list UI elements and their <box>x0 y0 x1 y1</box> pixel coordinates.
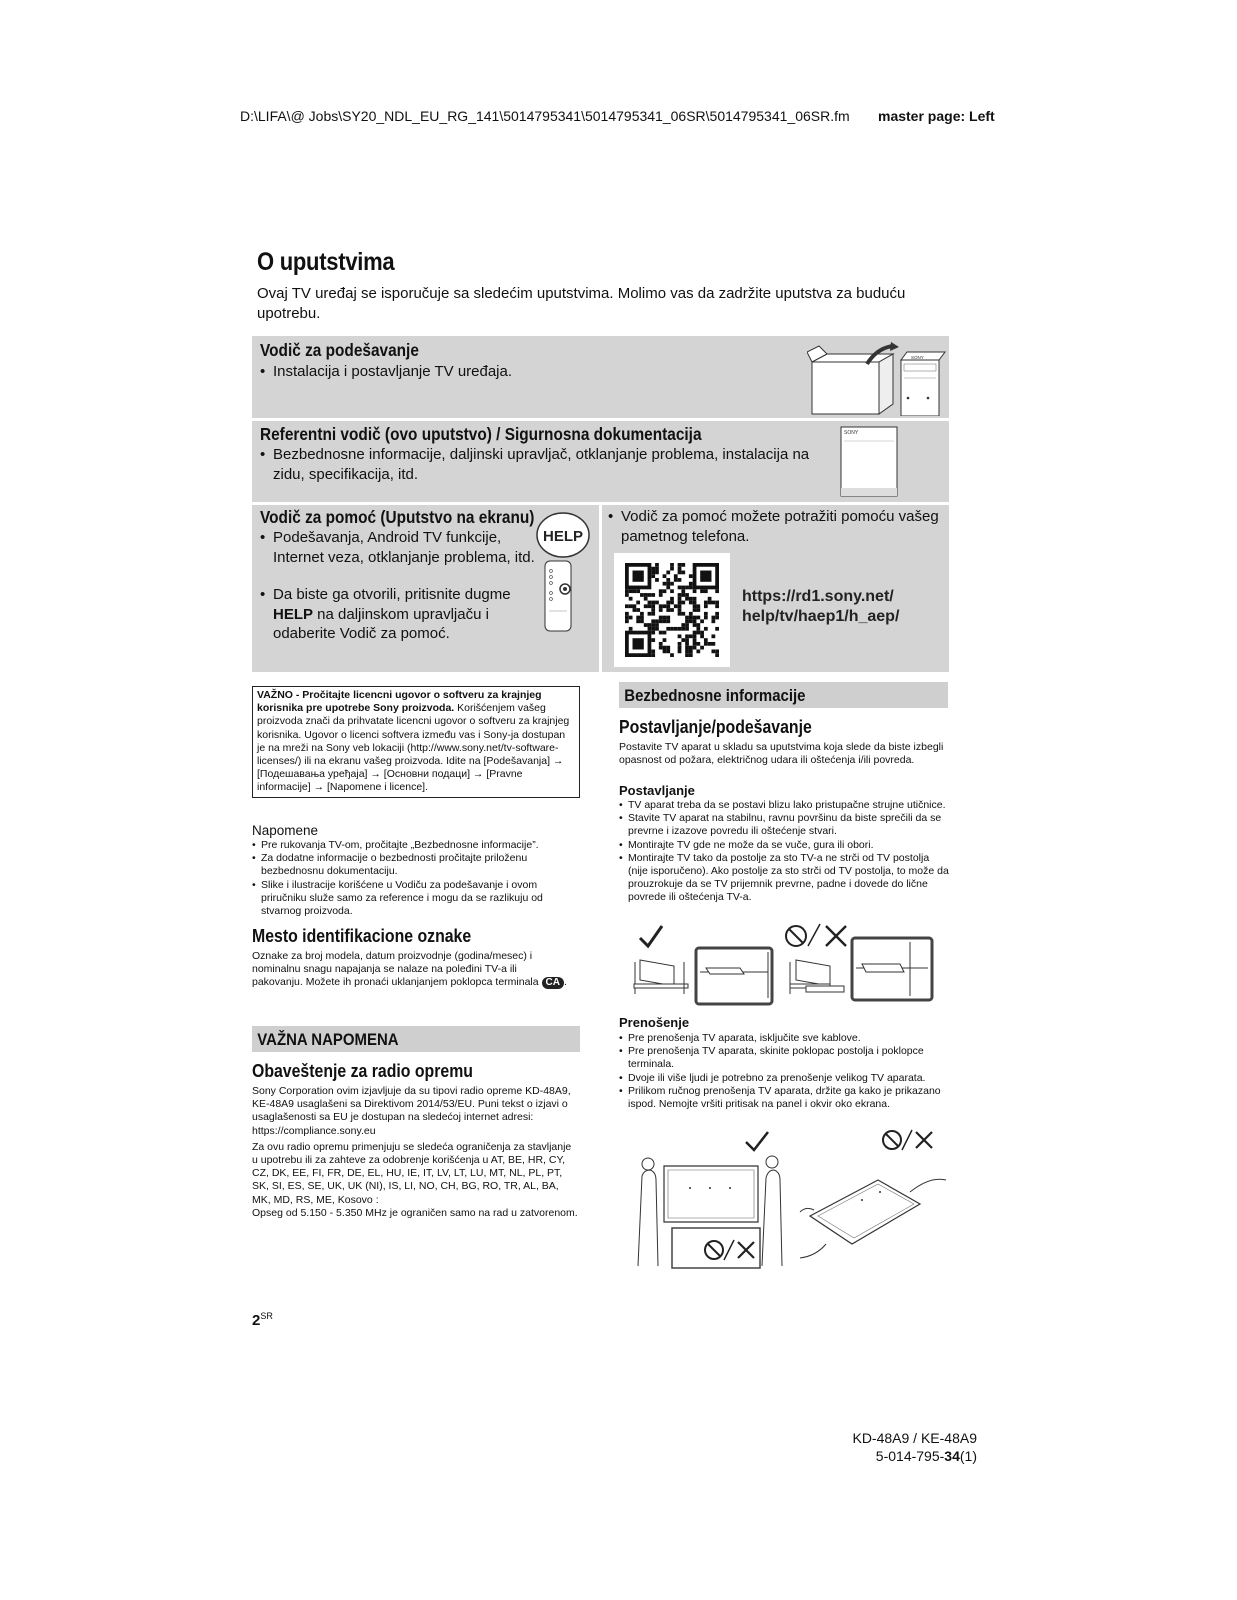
ca-badge: CA <box>542 977 564 989</box>
transport-item: • Pre prenošenja TV aparata, skinite poklopac postolja i poklopce terminala. <box>619 1045 924 1071</box>
transport-item: • Dvoje ili više ljudi je potrebno za prenošenje velikog TV aparata. <box>619 1071 926 1084</box>
setup-guide-heading: Vodič za podešavanje <box>260 340 419 360</box>
tv-box-illustration <box>807 342 947 416</box>
help-guide-panel <box>252 505 599 672</box>
tv-carrying-illustration <box>630 1126 950 1272</box>
notes-heading: Napomene <box>252 823 319 838</box>
reference-brand: SONY <box>844 430 859 436</box>
qr-code[interactable] <box>614 553 730 667</box>
radio-notice-text: Sony Corporation ovim izjavljuje da su tipovi radio opreme KD-48A9, KE-48A9 usaglašeni sa Direktivom 2014/53/EU. Puni tekst o izjavi o usaglašenosti sa EU je dostupan na sledećoj internet adresi: https://compliance.sony.eu Za ovu radio opremu primenjuju se sledeća ograničenja za stavljanje u upotrebu ili za zahteve za odobrenje korišćenja u AT, BE, HR, CY, CZ, DK, EE, FI, FR, DE, EL, HU, IE, IT, LV, LT, LU, MT, NL, PL, PT, SK, SI, ES, SE, UK, UK (NI), IS, LI, NO, CH, BG, RO, TR, AL, BA, MK, MD, RS, ME, Kosovo : Opseg od 5.150 - 5.350 MHz je ograničen samo na rad u zatvorenom. <box>252 1085 578 1219</box>
footer-model: KD-48A9 / KE-48A9 5-014-795-34(1) <box>852 1430 977 1464</box>
help-badge: HELP <box>542 528 584 545</box>
radio-notice-heading: Obaveštenje za radio opremu <box>252 1061 473 1081</box>
remote-help-illustration <box>535 511 591 635</box>
placement-heading: Postavljanje <box>619 783 695 798</box>
setup-section-heading: Postavljanje/podešavanje <box>619 717 812 737</box>
check-icon <box>640 926 662 946</box>
placement-item: • Stavite TV aparat na stabilnu, ravnu površinu da biste sprečili da se prevrne i izazove povredu ili oštećenje stvari. <box>619 812 942 838</box>
tv-stand-placement-illustration <box>630 922 940 1010</box>
placement-item: • Montirajte TV gde ne može da se vuče, gura ili obori. <box>619 838 874 851</box>
help-guide-heading: Vodič za pomoć (Uputstvo na ekranu) <box>260 507 535 527</box>
safety-info-bar: Bezbednosne informacije <box>619 682 948 708</box>
transport-item: • Prilikom ručnog prenošenja TV aparata, držite ga kako je prikazano ispod. Nemojte vršiti pritisak na panel i okvir oko ekrana. <box>619 1084 941 1111</box>
note-item: • Pre rukovanja TV-om, pročitajte „Bezbednosne informacije”. <box>252 839 539 851</box>
phone-help-panel <box>602 505 949 672</box>
placement-item: • Montirajte TV tako da postolje za sto TV-a ne strči od TV postolja (nije isporučeno). Ako postolje za sto strči od TV postolja, to može da prouzrokuje da se TV prijemnik prevrne, padne i dovede do lične povrede ili oštećenja TV-a. <box>619 851 949 904</box>
reference-guide-bullet: • Bezbednosne informacije, daljinski upravljač, otklanjanje problema, instalacija na zidu, specifikacija, itd. <box>260 446 810 483</box>
cross-icon <box>826 926 846 946</box>
help-url[interactable]: https://rd1.sony.net/ help/tv/haep1/h_aep/ <box>742 588 900 625</box>
note-item: • Za dodatne informacije o bezbednosti pročitajte priloženu bezbednosnu dokumentaciju. <box>252 852 528 878</box>
setup-brand: SONY <box>911 355 924 360</box>
license-notice-box: VAŽNO - Pročitajte licencni ugovor o softveru za krajnjeg korisnika pre upotrebe Sony proizvoda. Korišćenjem vašeg proizvoda znači da prihvatate licencni ugovor o softveru za krajnjeg korisnika. Ugovor o licenci softvera između vas i Sony-ja dostupan je na mreži na Sony veb lokaciji (http://www.sony.net/tv-software-licenses/) ili na ekranu vašeg proizvoda. Idite na [Podešavanja] → [Подешавања уређаја] → [Основни подаци] → [Pravne informacije] → [Napomene i licence]. <box>252 686 580 798</box>
transport-list <box>619 1032 949 1111</box>
note-item: • Slike i ilustracije korišćene u Vodiču za podešavanje i ovom priručniku služe samo za reference i mogu da se razlikuju od stvarnog proizvoda. <box>252 878 543 918</box>
file-path: D:\LIFA\@ Jobs\SY20_NDL_EU_RG_141\5014795341\5014795341_06SR\5014795341_06SR.fm <box>240 108 850 124</box>
reference-guide-panel <box>252 421 949 502</box>
reference-guide-heading: Referentni vodič (ovo uputstvo) / Sigurnosna dokumentacija <box>260 424 702 444</box>
manual-booklet-illustration <box>840 426 900 498</box>
setup-section-text: Postavite TV aparat u skladu sa uputstvima koja slede da biste izbegli opasnost od požara, električnog udara ili oštećenja i/ili povreda. <box>619 741 944 767</box>
prohibited-icon <box>786 926 806 946</box>
notes-list <box>252 839 572 918</box>
help-guide-bullet-2: • Da biste ga otvorili, pritisnite dugme HELP na daljinskom upravljaču i odaberite Vodič za pomoć. <box>260 586 511 642</box>
transport-item: • Pre prenošenja TV aparata, isključite sve kablove. <box>619 1032 861 1044</box>
transport-heading: Prenošenje <box>619 1015 690 1030</box>
important-note-bar: VAŽNA NAPOMENA <box>252 1026 580 1052</box>
cross-icon <box>916 1132 932 1148</box>
ident-heading: Mesto identifikacione oznake <box>252 926 472 946</box>
intro-text: Ovaj TV uređaj se isporučuje sa sledećim uputstvima. Molimo vas da zadržite uputstva za buduću upotrebu. <box>257 285 906 322</box>
placement-list <box>619 799 949 905</box>
prohibited-icon <box>883 1131 901 1149</box>
check-icon <box>746 1132 768 1150</box>
master-page-label: master page: Left <box>878 108 995 124</box>
placement-item: • TV aparat treba da se postavi blizu lako pristupačne strujne utičnice. <box>619 799 946 811</box>
page-number: $2^{SR}$ <box>252 1311 273 1329</box>
page-title: O uputstvima <box>257 248 395 276</box>
phone-help-bullet: • Vodič za pomoć možete potražiti pomoću vašeg pametnog telefona. <box>608 508 939 545</box>
help-guide-bullet-1: • Podešavanja, Android TV funkcije, Internet veza, otklanjanje problema, itd. <box>260 529 535 566</box>
ident-text: Oznake za broj modela, datum proizvodnje (godina/mesec) i nominalnu snagu napajanja se nalaze na poleđini TV-a ili pakovanju. Možete ih pronaći uklanjanjem poklopca terminala CA . <box>252 950 567 989</box>
setup-guide-panel <box>252 336 949 418</box>
setup-guide-bullet: • Instalacija i postavljanje TV uređaja. <box>260 363 513 380</box>
